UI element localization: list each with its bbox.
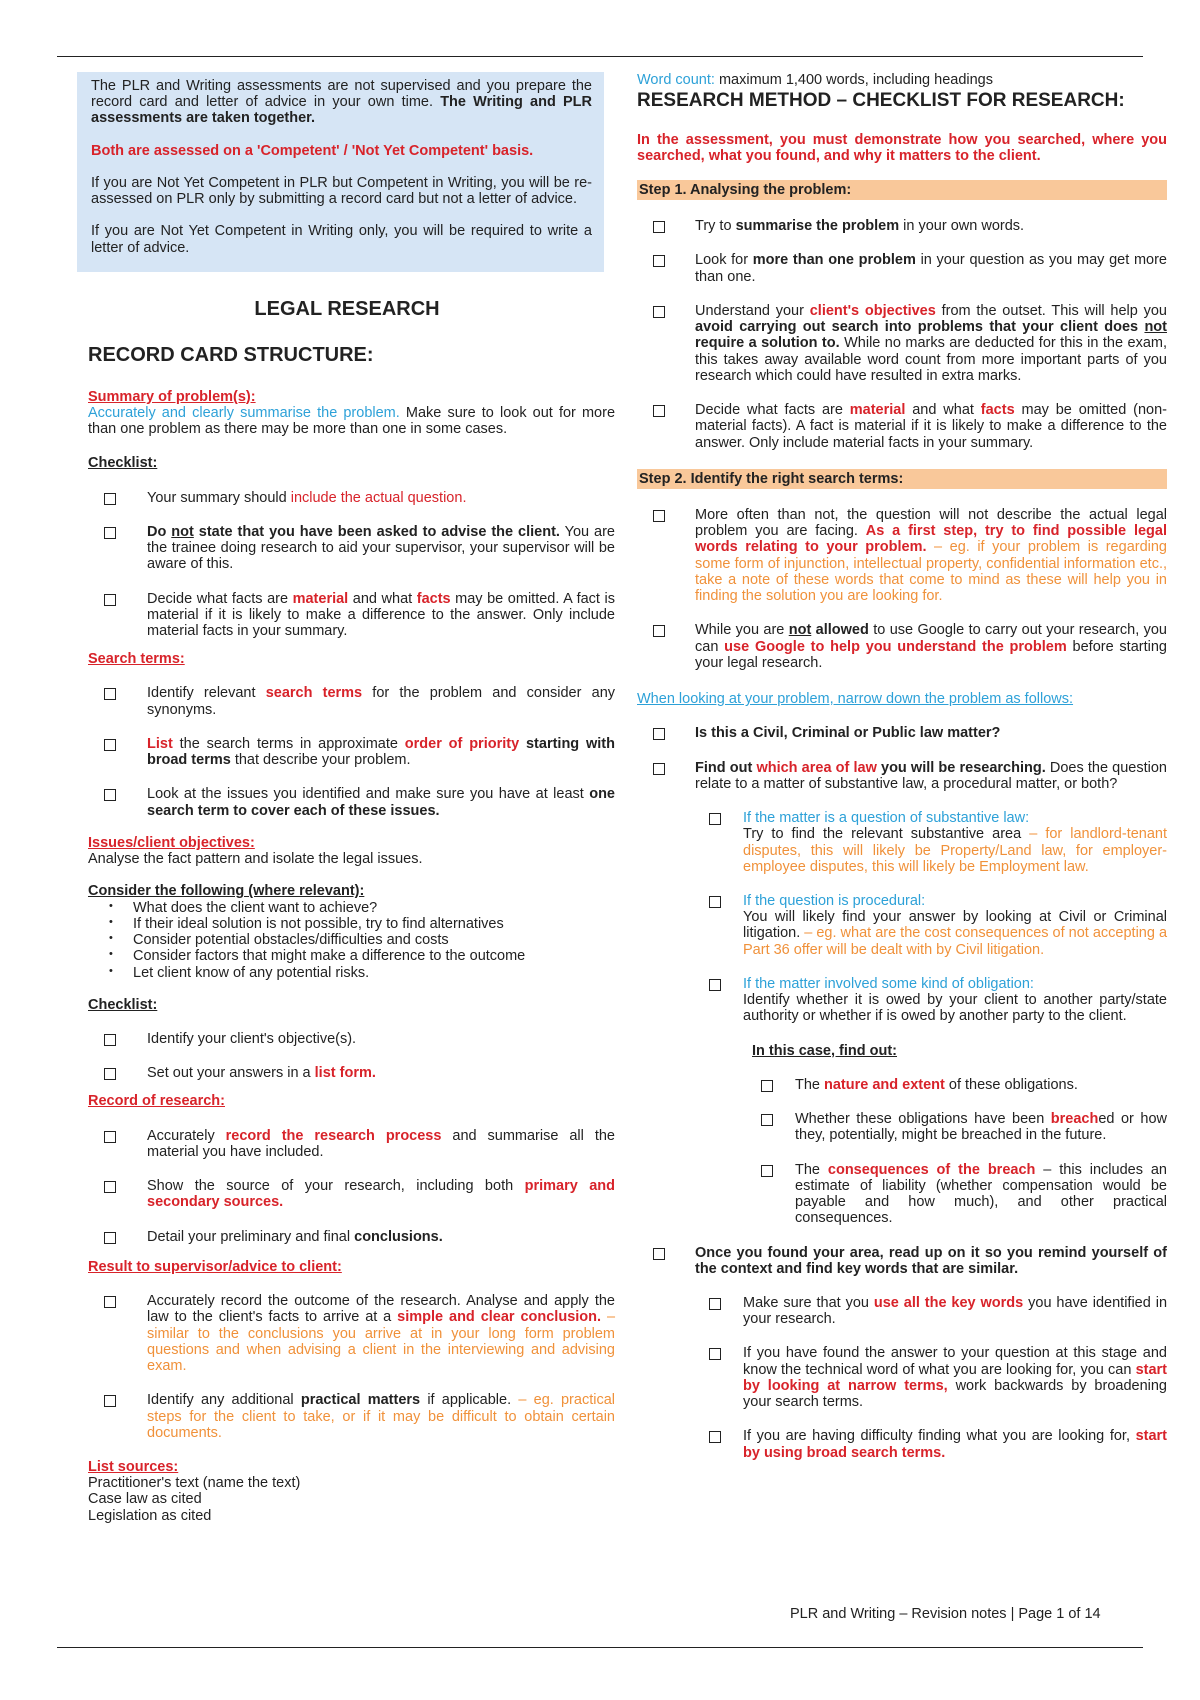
info-paragraph-4: If you are Not Yet Competent in Writing only, you will be required to write a letter of advice.	[91, 223, 592, 256]
checklist-item: Whether these obligations have been breached or how they, potentially, might be breached in the future.	[637, 1111, 1167, 1143]
narrow-heading: When looking at your problem, narrow down the problem as follows:	[637, 691, 1074, 708]
checklist-item: If the matter is a question of substantive law: Try to find the relevant substantive area – for landlord-tenant disputes, this will likely be Property/Land law, for employer-employee disputes, this will likely be Employment law.	[637, 810, 1167, 875]
checkbox[interactable]	[104, 1395, 116, 1407]
checklist-item: Your summary should include the actual question.	[79, 490, 615, 506]
info-paragraph-1: The PLR and Writing assessments are not supervised and you prepare the record card and letter of advice in your own time. The Writing and PLR assessments are taken together.	[91, 78, 593, 127]
checklist-item: List the search terms in approximate order of priority starting with broad terms that describe your problem.	[79, 736, 615, 768]
checkbox[interactable]	[653, 510, 665, 522]
checklist-item: Find out which area of law you will be researching. Does the question relate to a matter of substantive law, a procedural matter, or both?	[637, 760, 1167, 792]
summary-text: Accurately and clearly summarise the problem. Make sure to look out for more than one problem as there may be more than one in some cases.	[88, 404, 616, 438]
checklist-item: Is this a Civil, Criminal or Public law matter?	[637, 725, 1167, 741]
checklist-item: More often than not, the question will not describe the actual legal problem you are facing. As a first step, try to find possible legal words relating to your problem. – eg. if your problem is regarding some form of injunction, intellectual property, confidential information etc., take a note of these words that come to mind as these will help you in finding the solution you are looking for.	[637, 507, 1167, 604]
checklist-item: Understand your client's objectives from the outset. This will help you avoid carrying out search into problems that your client does not require a solution to. While no marks are deducted for this in the exam, this takes away available word count from more important parts of you research which could have resulted in extra marks.	[637, 303, 1167, 384]
list-item: • If their ideal solution is not possible, try to find alternatives	[109, 916, 615, 932]
section-title: RECORD CARD STRUCTURE:	[88, 344, 374, 367]
checklist-item: If you have found the answer to your question at this stage and know the technical word of what you are looking for, you can start by looking at narrow terms, work backwards by broadening your search terms.	[637, 1345, 1167, 1410]
checkbox[interactable]	[104, 1068, 116, 1080]
checklist-item: Look at the issues you identified and make sure you have at least one search term to cover each of these issues.	[79, 786, 615, 818]
issues-text: Analyse the fact pattern and isolate the legal issues.	[88, 851, 423, 868]
info-box	[77, 72, 604, 272]
word-count: Word count: maximum 1,400 words, including headings	[637, 72, 993, 88]
checkbox[interactable]	[653, 306, 665, 318]
checkbox[interactable]	[653, 728, 665, 740]
top-rule	[57, 56, 1143, 57]
checkbox[interactable]	[104, 527, 116, 539]
source-item: Legislation as cited	[88, 1507, 212, 1524]
checklist-item: Detail your preliminary and final conclusions.	[79, 1229, 615, 1245]
list-item: • Consider potential obstacles/difficulties and costs	[109, 932, 615, 948]
checkbox[interactable]	[104, 1181, 116, 1193]
bottom-rule	[57, 1647, 1143, 1648]
checkbox[interactable]	[709, 1348, 721, 1360]
checklist-item: Decide what facts are material and what facts may be omitted. A fact is material if it is likely to make a difference to the answer. Only include material facts in your summary.	[79, 591, 615, 640]
checkbox[interactable]	[104, 1232, 116, 1244]
checklist-item: The consequences of the breach – this includes an estimate of liability (whether compensation would be payable and how much), and other practical consequences.	[637, 1162, 1167, 1227]
checkbox[interactable]	[104, 1034, 116, 1046]
checkbox[interactable]	[761, 1165, 773, 1177]
summary-heading: Summary of problem(s):	[88, 388, 256, 405]
checkbox[interactable]	[104, 493, 116, 505]
page-title: LEGAL RESEARCH	[254, 297, 440, 320]
checklist-item: Make sure that you use all the key words you have identified in your research.	[637, 1295, 1167, 1327]
checkbox[interactable]	[104, 739, 116, 751]
checkbox[interactable]	[709, 813, 721, 825]
right-title: RESEARCH METHOD – CHECKLIST FOR RESEARCH:	[637, 90, 1125, 112]
checkbox[interactable]	[104, 1131, 116, 1143]
checklist-heading-2: Checklist:	[88, 996, 158, 1013]
left-column	[79, 72, 615, 1524]
list-sources-heading: List sources:	[88, 1458, 179, 1475]
checklist-item: Identify any additional practical matters if applicable. – eg. practical steps for the client to take, or if it may be difficult to obtain certain documents.	[79, 1392, 615, 1441]
right-column	[637, 72, 1167, 1461]
checklist-item: Identify relevant search terms for the problem and consider any synonyms.	[79, 685, 615, 717]
checkbox[interactable]	[104, 789, 116, 801]
record-heading: Record of research:	[88, 1093, 225, 1110]
checkbox[interactable]	[761, 1114, 773, 1126]
list-item: • Consider factors that might make a difference to the outcome	[109, 948, 615, 964]
source-item: Case law as cited	[88, 1491, 202, 1508]
checkbox[interactable]	[104, 594, 116, 606]
consider-list	[109, 900, 615, 981]
checkbox[interactable]	[653, 255, 665, 267]
checkbox[interactable]	[104, 688, 116, 700]
page-footer: PLR and Writing – Revision notes | Page 1 of 14	[790, 1606, 1101, 1622]
checklist-item: While you are not allowed to use Google to carry out your research, you can use Google to help you understand the problem before starting your legal research.	[637, 622, 1167, 671]
checkbox[interactable]	[709, 1298, 721, 1310]
checkbox[interactable]	[761, 1080, 773, 1092]
search-terms-heading: Search terms:	[88, 651, 185, 668]
checklist-heading: Checklist:	[88, 455, 158, 472]
checklist-item: Show the source of your research, including both primary and secondary sources.	[79, 1178, 615, 1210]
checklist-item: Identify your client's objective(s).	[79, 1031, 615, 1047]
case-heading: In this case, find out:	[752, 1042, 898, 1059]
checklist-item: Once you found your area, read up on it so you remind yourself of the context and find key words that are similar.	[637, 1245, 1167, 1277]
checkbox[interactable]	[653, 405, 665, 417]
step-2-heading: Step 2. Identify the right search terms:	[637, 469, 1167, 489]
checklist-item: If the matter involved some kind of obligation: Identify whether it is owed by your client to another party/state authority or whether if is owed by another party to the client.	[637, 976, 1167, 1025]
checkbox[interactable]	[653, 221, 665, 233]
checkbox[interactable]	[709, 979, 721, 991]
checkbox[interactable]	[653, 1248, 665, 1260]
checkbox[interactable]	[653, 763, 665, 775]
info-paragraph-3: If you are Not Yet Competent in PLR but Competent in Writing, you will be re-assessed on PLR only by submitting a record card but not a letter of advice.	[91, 174, 592, 208]
checklist-item: The nature and extent of these obligations.	[637, 1077, 1167, 1093]
checkbox[interactable]	[104, 1296, 116, 1308]
info-paragraph-2: Both are assessed on a 'Competent' / 'Not Yet Competent' basis.	[91, 142, 534, 159]
list-item: • What does the client want to achieve?	[109, 900, 615, 916]
step-1-heading: Step 1. Analysing the problem:	[637, 180, 1167, 200]
checkbox[interactable]	[709, 896, 721, 908]
checklist-item: Decide what facts are material and what facts may be omitted (non-material facts). A fact is material if it is likely to make a difference to the answer. Only include material facts in your summary.	[637, 402, 1167, 451]
checklist-item: Set out your answers in a list form.	[79, 1065, 615, 1081]
checklist-item: Look for more than one problem in your question as you may get more than one.	[637, 252, 1167, 284]
checkbox[interactable]	[653, 625, 665, 637]
consider-heading: Consider the following (where relevant):	[88, 883, 365, 900]
source-item: Practitioner's text (name the text)	[88, 1475, 301, 1492]
checkbox[interactable]	[709, 1431, 721, 1443]
result-heading: Result to supervisor/advice to client:	[88, 1258, 342, 1275]
checklist-item: Try to summarise the problem in your own words.	[637, 218, 1167, 234]
checklist-item: Accurately record the research process and summarise all the material you have included.	[79, 1128, 615, 1160]
list-item: • Let client know of any potential risks.	[109, 965, 615, 981]
checklist-item: If the question is procedural: You will likely find your answer by looking at Civil or Criminal litigation. – eg. what are the cost consequences of not accepting a Part 36 offer will be dealt with by Civil litigation.	[637, 893, 1167, 958]
checklist-item: If you are having difficulty finding what you are looking for, start by using broad search terms.	[637, 1428, 1167, 1460]
checklist-item: Accurately record the outcome of the research. Analyse and apply the law to the client's facts to arrive at a simple and clear conclusion. – similar to the conclusions you arrive at in your long form problem questions and when advising a client in the interviewing and advising exam.	[79, 1293, 615, 1374]
intro-text: In the assessment, you must demonstrate how you searched, where you searched, what you found, and why it matters to the client.	[637, 131, 1167, 164]
checklist-item: Do not state that you have been asked to advise the client. You are the trainee doing research to aid your supervisor, your supervisor will be aware of this.	[79, 524, 615, 573]
issues-heading: Issues/client objectives:	[88, 834, 255, 851]
